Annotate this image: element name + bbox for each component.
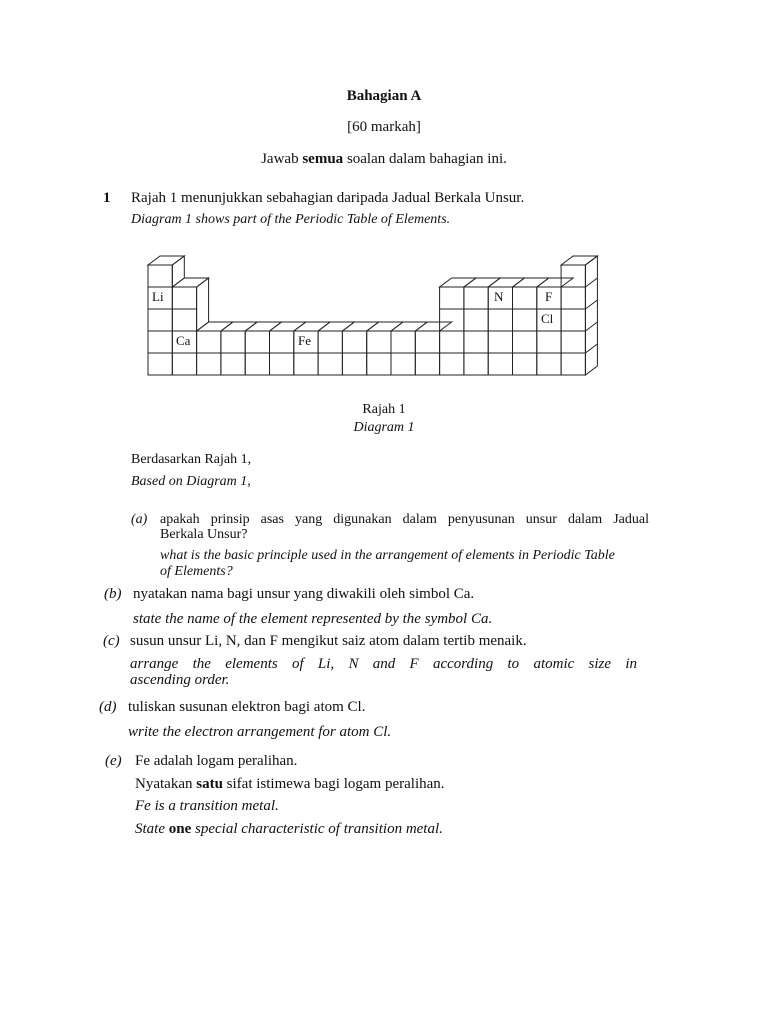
part-a-ms-line2: Berkala Unsur?	[160, 527, 248, 542]
part-c-ms: susun unsur Li, N, dan F mengikut saiz atom dalam tertib menaik.	[130, 633, 527, 649]
grid-line-36	[464, 353, 488, 375]
grid-line-8	[172, 353, 196, 375]
part-c-en-line2: ascending order.	[130, 672, 230, 688]
part-e-ms2-bold: satu	[196, 776, 223, 792]
instruction-bold: semua	[302, 151, 344, 167]
part-d-en: write the electron arrangement for atom Cl.	[128, 724, 392, 740]
diagram-caption-ms: Rajah 1	[362, 402, 406, 417]
part-c-en-line1: arrange the elements of Li, N and F according to atomic size in	[130, 656, 637, 672]
instruction	[0, 151, 768, 168]
grid-line-25	[391, 331, 415, 353]
grid-line-40	[488, 353, 512, 375]
grid-line-0	[148, 265, 172, 287]
diagram-caption-en: Diagram 1	[353, 420, 415, 435]
part-e-en2-pre: State	[135, 821, 169, 837]
grid-line-2	[148, 309, 172, 331]
part-a-en-line1: what is the basic principle used in the arrangement of elements in Periodic Table	[160, 548, 615, 563]
element-n: N	[494, 289, 504, 304]
grid-line-44	[513, 353, 537, 375]
grid-line-14	[245, 353, 269, 375]
grid-line-79	[197, 278, 209, 331]
part-d-label: (d)	[99, 699, 117, 715]
element-f: F	[545, 289, 553, 304]
marks-label: [60 markah]	[347, 119, 421, 135]
grid-line-26	[391, 353, 415, 375]
element-fe: Fe	[298, 333, 311, 348]
grid-line-15	[270, 331, 294, 353]
part-a-ms-line1: apakah prinsip asas yang digunakan dalam penyusunan unsur dalam Jadual	[160, 512, 649, 527]
grid-line-72	[585, 256, 597, 375]
part-b-label: (b)	[104, 586, 122, 602]
part-e-en2-post: special characteristic of transition metal.	[191, 821, 443, 837]
grid-line-28	[415, 353, 439, 375]
part-a-en-line2: of Elements?	[160, 564, 233, 579]
grid-line-33	[464, 287, 488, 309]
grid-line-65	[415, 322, 451, 331]
grid-line-13	[245, 331, 269, 353]
grid-line-19	[318, 331, 342, 353]
grid-line-78	[172, 256, 184, 287]
element-li: Li	[152, 289, 164, 304]
grid-line-12	[221, 353, 245, 375]
element-ca: Ca	[176, 333, 191, 348]
grid-line-27	[415, 331, 439, 353]
based-on-en: Based on Diagram 1,	[131, 474, 251, 489]
grid-line-74	[585, 278, 597, 287]
grid-line-38	[488, 309, 512, 331]
grid-line-11	[221, 331, 245, 353]
grid-line-21	[342, 331, 366, 353]
grid-line-75	[585, 300, 597, 309]
grid-line-5	[172, 287, 196, 309]
instruction-post: soalan dalam bahagian ini.	[343, 151, 507, 167]
grid-line-23	[367, 331, 391, 353]
element-cl: Cl	[541, 311, 554, 326]
part-c-label: (c)	[103, 633, 120, 649]
grid-line-3	[148, 331, 172, 353]
grid-line-47	[537, 331, 561, 353]
grid-line-77	[585, 344, 597, 353]
grid-line-43	[513, 331, 537, 353]
grid-line-24	[367, 353, 391, 375]
grid-line-6	[172, 309, 196, 331]
grid-line-42	[513, 309, 537, 331]
grid-line-22	[342, 353, 366, 375]
part-b-ms: nyatakan nama bagi unsur yang diwakili oleh simbol Ca.	[133, 586, 475, 602]
part-e-ms2-post: sifat istimewa bagi logam peralihan.	[222, 776, 445, 792]
grid-line-10	[197, 353, 221, 375]
part-d-ms: tuliskan susunan elektron bagi atom Cl.	[128, 699, 366, 715]
grid-line-31	[440, 331, 464, 353]
part-e-en2	[135, 821, 443, 838]
part-e-ms1: Fe adalah logam peralihan.	[135, 753, 298, 769]
grid-line-35	[464, 331, 488, 353]
grid-line-16	[270, 353, 294, 375]
grid-line-41	[513, 287, 537, 309]
grid-line-51	[561, 309, 585, 331]
question-stem-ms: Rajah 1 menunjukkan sebahagian daripada Jadual Berkala Unsur.	[131, 190, 525, 206]
grid-line-76	[585, 322, 597, 331]
part-e-ms2-pre: Nyatakan	[135, 776, 197, 792]
grid-line-18	[294, 353, 318, 375]
grid-line-70	[537, 278, 573, 287]
grid-line-32	[440, 353, 464, 375]
part-e-label: (e)	[105, 753, 122, 769]
grid-line-34	[464, 309, 488, 331]
grid-line-50	[561, 287, 585, 309]
grid-line-39	[488, 331, 512, 353]
grid-line-73	[585, 256, 597, 265]
part-e-ms2	[135, 776, 445, 793]
grid-line-20	[318, 353, 342, 375]
question-number: 1	[103, 190, 111, 206]
instruction-pre: Jawab	[261, 151, 303, 167]
part-b-en: state the name of the element represented by the symbol Ca.	[133, 611, 493, 627]
grid-line-4	[148, 353, 172, 375]
periodic-table-grid	[148, 256, 597, 375]
part-a-label: (a)	[131, 512, 148, 527]
periodic-table-diagram	[140, 244, 610, 384]
grid-line-9	[197, 331, 221, 353]
grid-line-48	[537, 353, 561, 375]
part-e-en2-bold: one	[168, 821, 192, 837]
based-on-ms: Berdasarkan Rajah 1,	[131, 452, 252, 467]
grid-line-29	[440, 287, 464, 309]
part-e-en1: Fe is a transition metal.	[135, 798, 279, 814]
question-stem-en: Diagram 1 shows part of the Periodic Table of Elements.	[131, 212, 451, 227]
section-title: Bahagian A	[346, 88, 422, 104]
grid-line-53	[561, 353, 585, 375]
grid-line-52	[561, 331, 585, 353]
